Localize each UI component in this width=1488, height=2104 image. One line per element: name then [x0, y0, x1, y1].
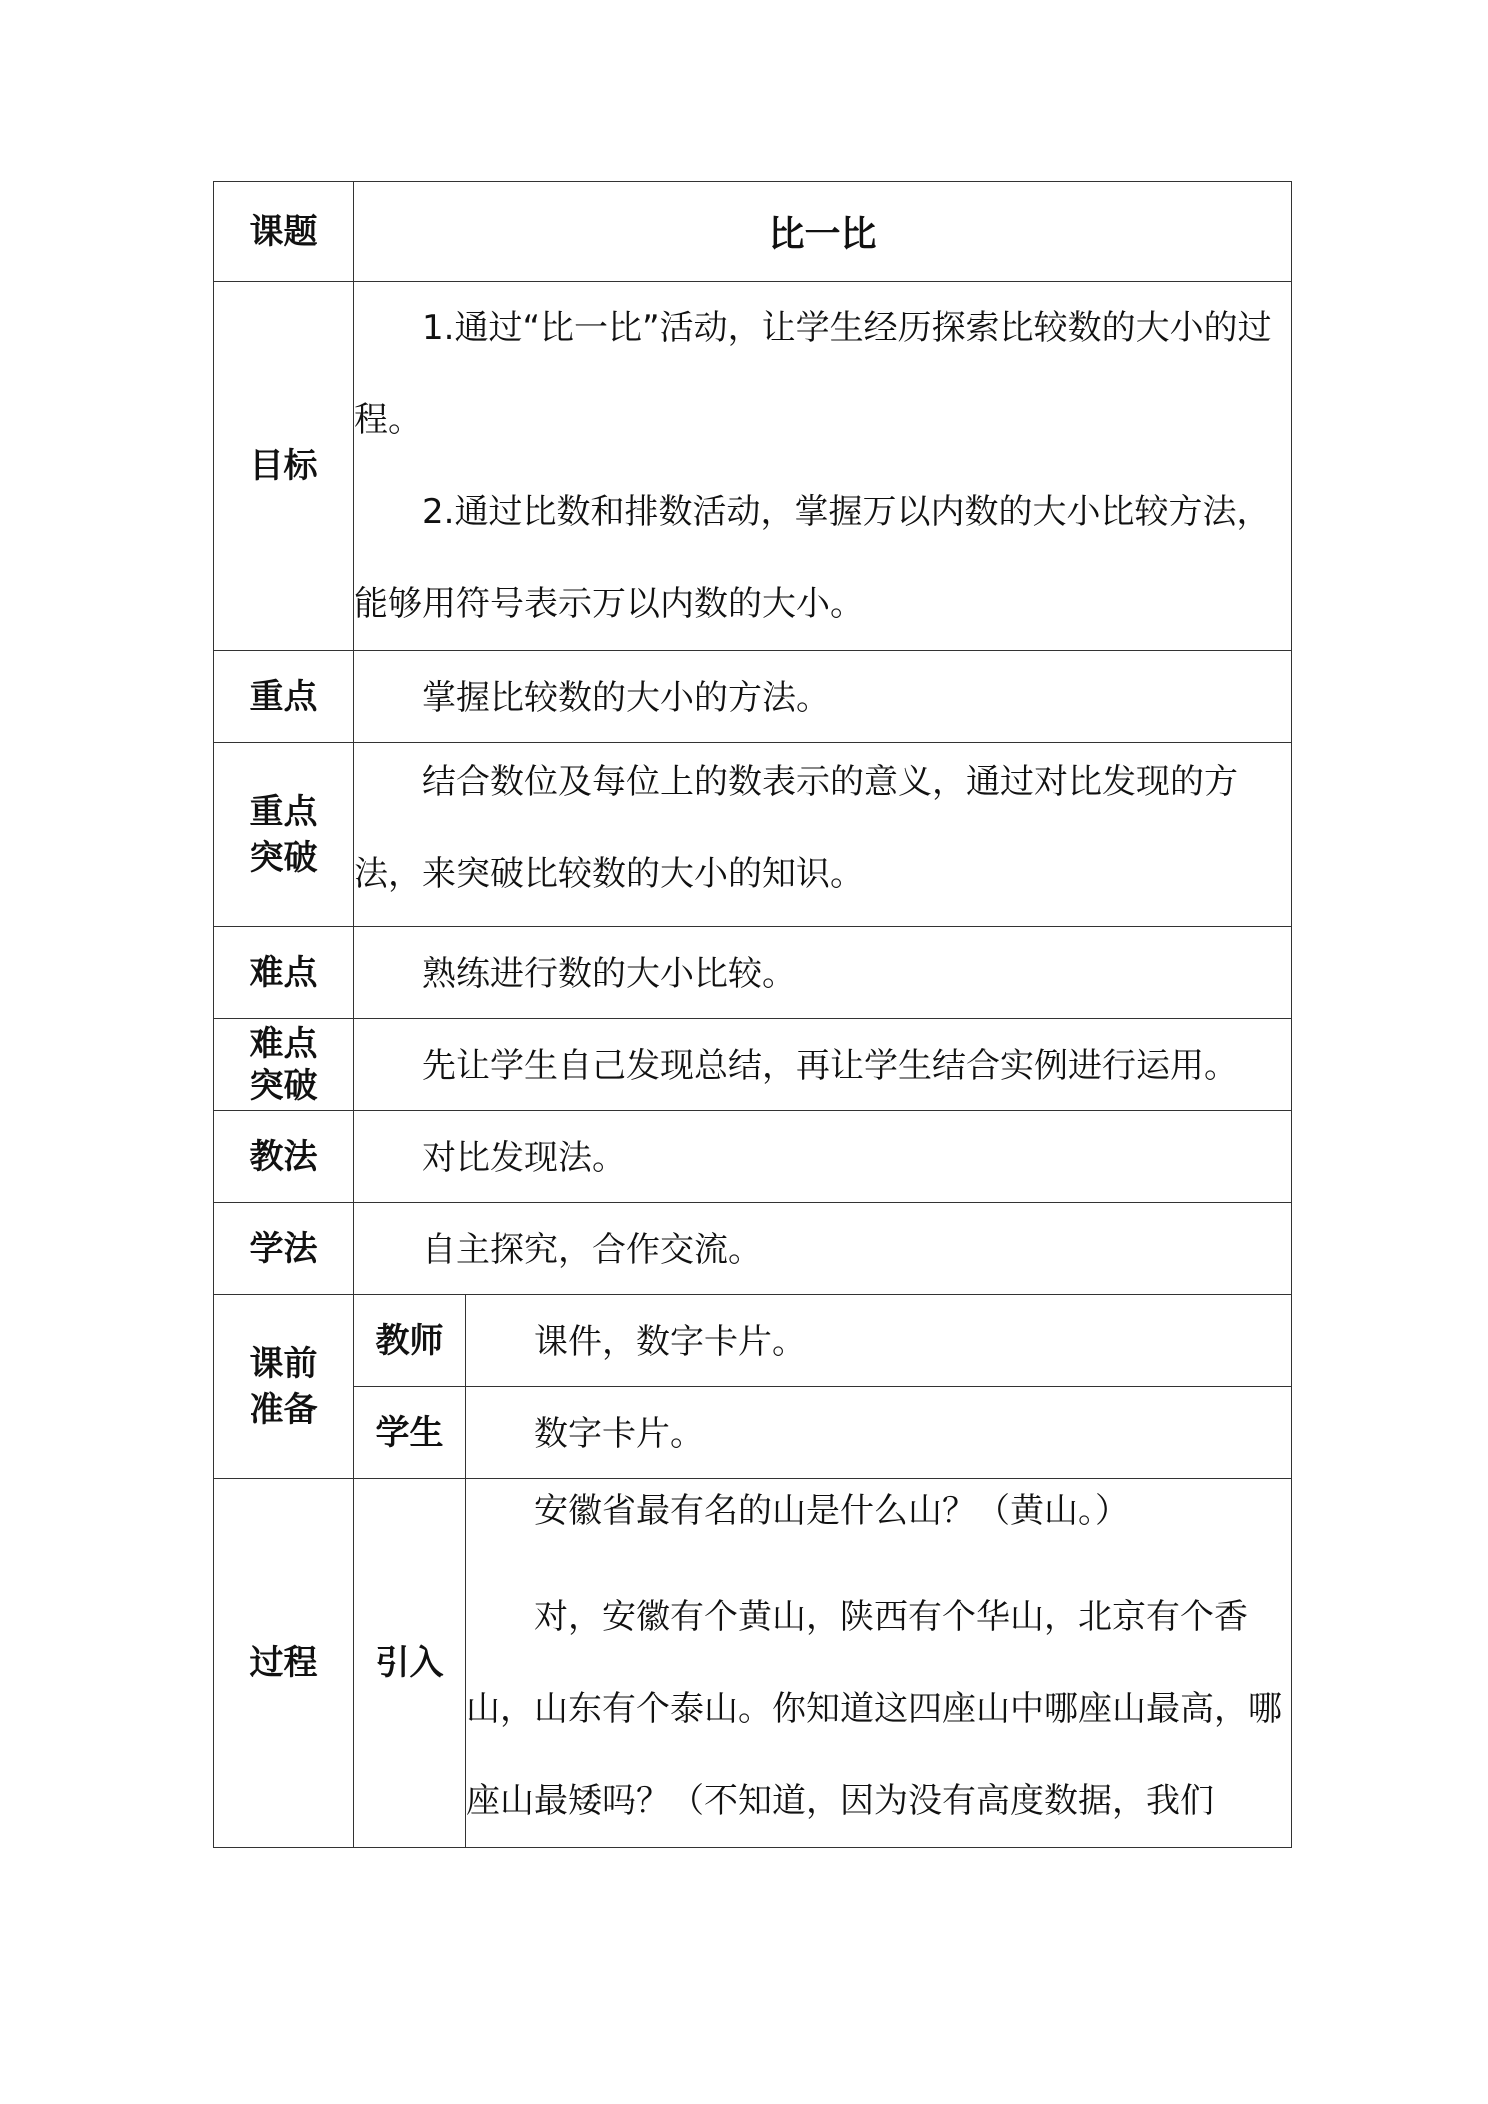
row-preparation-student — [214, 1387, 1292, 1479]
process-label: 过程 — [214, 1479, 354, 1848]
goal-label: 目标 — [214, 282, 354, 651]
difficulty-text: 熟练进行数的大小比较。 — [422, 953, 796, 994]
goal-paragraph: 2.通过比数和排数活动，掌握万以内数的大小比较方法，能够用符号表示万以内数的大小。 — [354, 492, 1271, 624]
student-preparation-text: 数字卡片。 — [534, 1413, 704, 1454]
row-difficulty-breakthrough — [214, 1019, 1292, 1111]
learning-method-text: 自主探究，合作交流。 — [422, 1229, 762, 1270]
key-breakthrough-label — [214, 743, 354, 927]
title-label: 课题 — [214, 182, 354, 282]
goal-paragraph: 1.通过“比一比”活动，让学生经历探索比较数的大小的过程。 — [354, 308, 1272, 440]
key-point-text: 掌握比较数的大小的方法。 — [422, 677, 830, 718]
lesson-plan-table — [213, 181, 1292, 1848]
label-line: 课前 — [249, 1343, 318, 1384]
teaching-method-text: 对比发现法。 — [422, 1137, 626, 1178]
label-line: 难点 — [249, 1023, 318, 1064]
process-content — [466, 1479, 1292, 1848]
teacher-preparation-content — [466, 1295, 1292, 1387]
goal-content — [354, 282, 1292, 651]
row-title — [214, 182, 1292, 282]
difficulty-content — [354, 927, 1292, 1019]
process-stage-label: 引入 — [354, 1479, 466, 1848]
difficulty-breakthrough-label — [214, 1019, 354, 1111]
row-learning-method — [214, 1203, 1292, 1295]
key-point-content — [354, 651, 1292, 743]
preparation-label — [214, 1295, 354, 1479]
row-difficulty — [214, 927, 1292, 1019]
process-paragraph: 安徽省最有名的山是什么山？（黄山。） — [534, 1491, 1129, 1531]
row-key-breakthrough — [214, 743, 1292, 927]
label-line: 突破 — [249, 837, 318, 878]
difficulty-breakthrough-content — [354, 1019, 1292, 1111]
lesson-title: 比一比 — [354, 182, 1292, 282]
teaching-method-label: 教法 — [214, 1111, 354, 1203]
row-goal — [214, 282, 1292, 651]
student-preparation-content — [466, 1387, 1292, 1479]
label-line: 重点 — [249, 791, 318, 832]
difficulty-breakthrough-text: 先让学生自己发现总结，再让学生结合实例进行运用。 — [422, 1045, 1238, 1086]
process-paragraph: 对，安徽有个黄山，陕西有个华山，北京有个香山，山东有个泰山。你知道这四座山中哪座山最高，哪座山最矮吗？（不知道，因为没有高度数据，我们 — [466, 1597, 1282, 1821]
difficulty-label: 难点 — [214, 927, 354, 1019]
label-line: 突破 — [249, 1065, 318, 1106]
row-preparation-teacher — [214, 1295, 1292, 1387]
teaching-method-content — [354, 1111, 1292, 1203]
student-label: 学生 — [354, 1387, 466, 1479]
learning-method-content — [354, 1203, 1292, 1295]
teacher-preparation-text: 课件，数字卡片。 — [534, 1321, 806, 1362]
key-breakthrough-text: 结合数位及每位上的数表示的意义，通过对比发现的方法，来突破比较数的大小的知识。 — [354, 761, 1238, 894]
teacher-label: 教师 — [354, 1295, 466, 1387]
row-key-point — [214, 651, 1292, 743]
row-teaching-method — [214, 1111, 1292, 1203]
key-breakthrough-content — [354, 743, 1292, 927]
label-line: 准备 — [249, 1389, 318, 1430]
key-point-label: 重点 — [214, 651, 354, 743]
learning-method-label: 学法 — [214, 1203, 354, 1295]
row-process — [214, 1479, 1292, 1848]
